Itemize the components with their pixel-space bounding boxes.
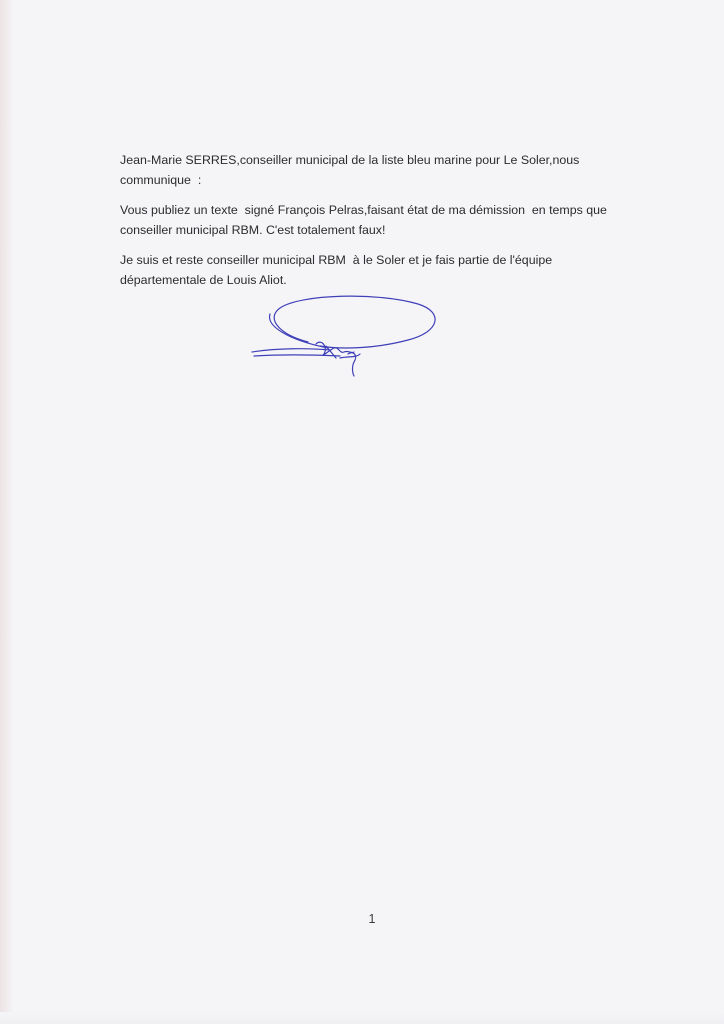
letter-body (120, 150, 620, 300)
paragraph-intro: Jean-Marie SERRES,conseiller municipal de la liste bleu marine pour Le Soler,nous communique : (120, 153, 580, 187)
scan-left-edge (0, 0, 14, 1024)
paragraph-statement: Je suis et reste conseiller municipal RBM à le Soler et je fais partie de l'équipe départementale de Louis Aliot. (120, 253, 553, 287)
page-number: 1 (368, 912, 376, 926)
scan-bottom-edge (0, 1012, 724, 1024)
paragraph-claim: Vous publiez un texte signé François Pelras,faisant état de ma démission en temps que conseiller municipal RBM. C'est totalement faux! (120, 203, 607, 237)
handwritten-signature (248, 292, 448, 382)
